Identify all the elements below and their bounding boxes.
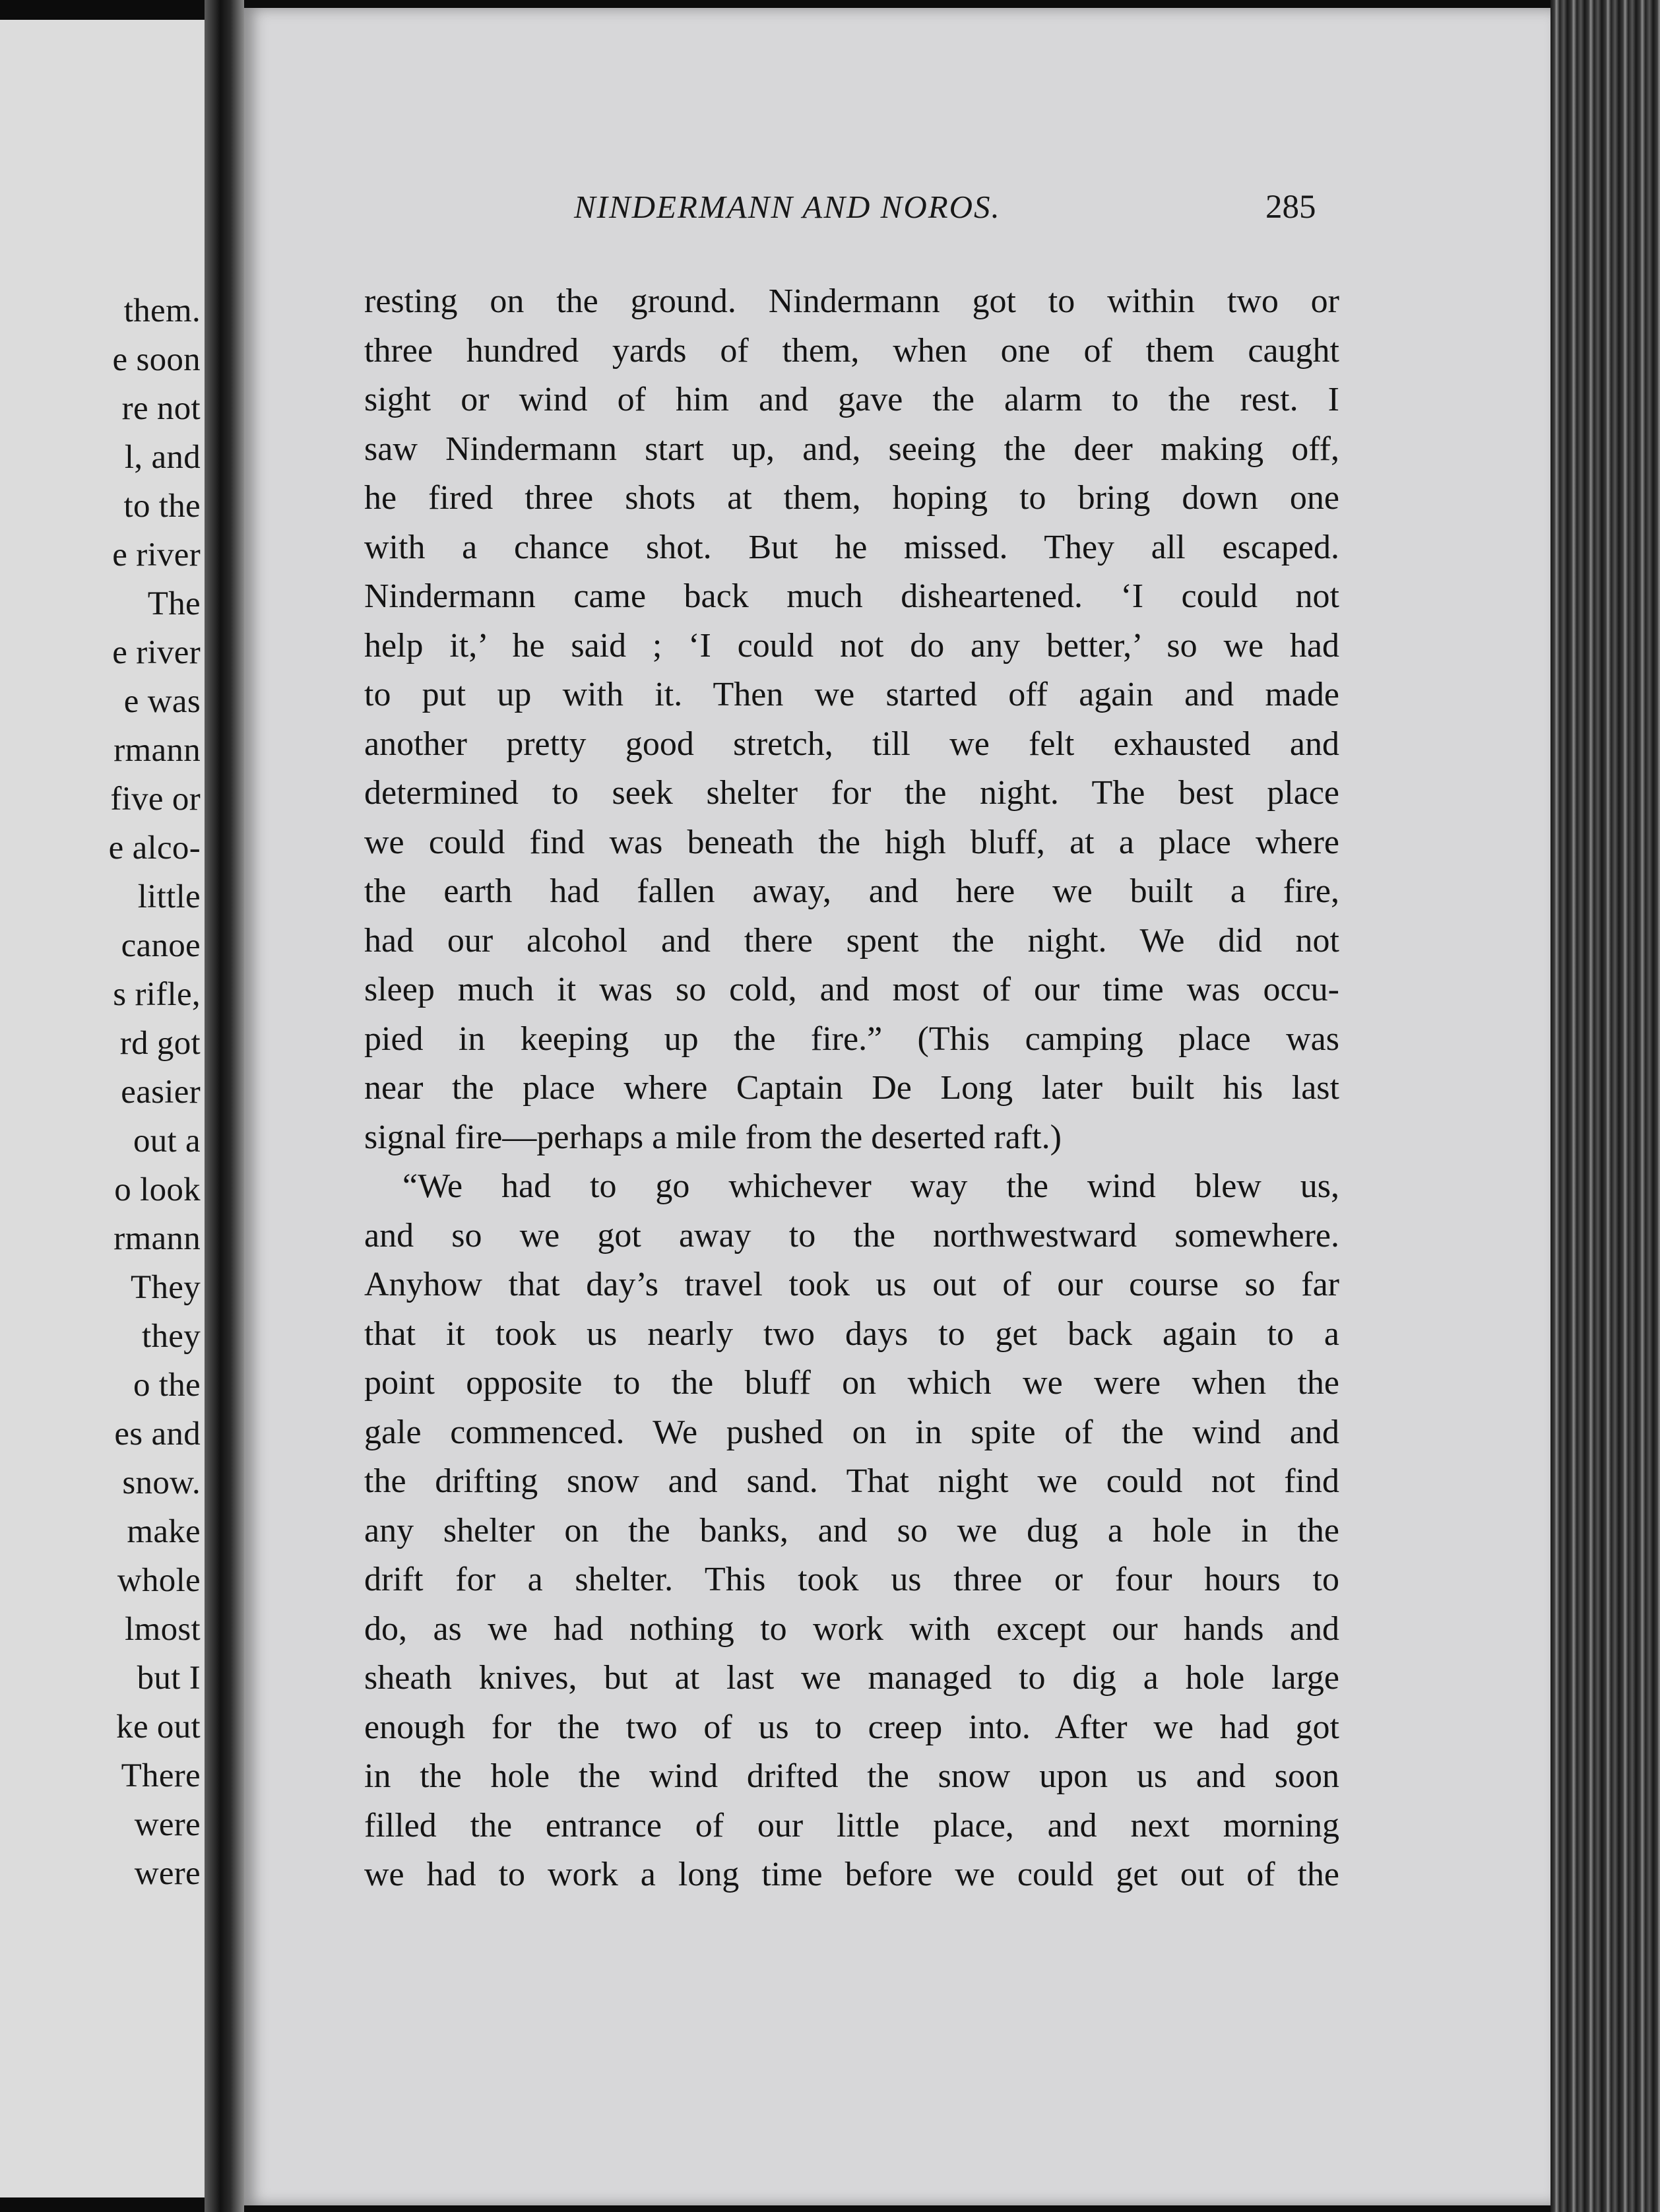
text-line: saw Nindermann start up, and, seeing the deer making off, <box>364 430 1339 468</box>
left-page-line: rd got <box>119 1025 201 1062</box>
left-page-line: The <box>147 585 201 622</box>
text-line: sight or wind of him and gave the alarm to the rest. I <box>364 381 1339 418</box>
text-line: had our alcohol and there spent the night. We did not <box>364 921 1339 960</box>
text-line: near the place where Captain De Long later built his last <box>364 1069 1339 1107</box>
left-page-line: rmann <box>113 732 201 769</box>
text-line: the drifting snow and sand. That night we could not find <box>364 1462 1339 1500</box>
left-page-line: e river <box>112 634 201 671</box>
left-page-line: easier <box>121 1074 201 1111</box>
text-line: Nindermann came back much disheartened. ‘I could not <box>364 577 1339 615</box>
text-line: point opposite to the bluff on which we were when the <box>364 1364 1339 1402</box>
text-line: do, as we had nothing to work with except our hands and <box>364 1610 1339 1648</box>
text-line: pied in keeping up the fire.” (This camping place was <box>364 1020 1339 1058</box>
text-line: that it took us nearly two days to get back again to a <box>364 1315 1339 1353</box>
left-page-line: rmann <box>113 1220 201 1257</box>
left-page-line: out a <box>133 1122 201 1159</box>
text-line: help it,’ he said ; ‘I could not do any better,’ so we had <box>364 626 1339 665</box>
body-text <box>364 277 1339 1900</box>
running-head: NINDERMANN AND NOROS. <box>574 189 1001 225</box>
text-line: drift for a shelter. This took us three or four hours to <box>364 1561 1339 1598</box>
text-line: enough for the two of us to creep into. After we had got <box>364 1708 1339 1746</box>
left-page-line: were <box>134 1855 201 1892</box>
text-line: any shelter on the banks, and so we dug a hole in the <box>364 1511 1339 1549</box>
left-page-line: e soon <box>112 341 201 378</box>
text-line: Anyhow that day’s travel took us out of our course so far <box>364 1266 1339 1303</box>
text-line: sleep much it was so cold, and most of our time was occu- <box>364 971 1339 1008</box>
text-line: gale commenced. We pushed on in spite of the wind and <box>364 1413 1339 1451</box>
left-page-line: They <box>131 1269 201 1306</box>
left-page-line: five or <box>110 781 201 818</box>
text-line: filled the entrance of our little place, and next morning <box>364 1806 1339 1844</box>
left-page-line: them. <box>123 292 201 329</box>
text-line: in the hole the wind drifted the snow upon us and soon <box>364 1757 1339 1795</box>
text-line: determined to seek shelter for the night. The best place <box>364 774 1339 812</box>
text-line: he fired three shots at them, hoping to bring down one <box>364 479 1339 517</box>
page-fore-edge <box>1550 0 1660 2212</box>
text-line: and so we got away to the northwestward somewhere. <box>364 1216 1339 1254</box>
left-page-line: re not <box>121 390 201 427</box>
left-page-line: es and <box>114 1415 201 1452</box>
text-line: sheath knives, but at last we managed to dig a hole large <box>364 1659 1339 1697</box>
paragraph-start-line: “We had to go whichever way the wind blew us, <box>402 1167 1339 1205</box>
page-number: 285 <box>1265 189 1316 226</box>
left-page-line: s rifle, <box>113 976 201 1013</box>
left-page-line: were <box>134 1806 201 1843</box>
text-line: the earth had fallen away, and here we built a fire, <box>364 872 1339 910</box>
left-page-line: There <box>121 1757 201 1794</box>
left-page-line: snow. <box>122 1464 201 1501</box>
left-page-line: ke out <box>116 1708 201 1745</box>
left-page-line: canoe <box>121 927 201 964</box>
left-page-line: whole <box>117 1562 201 1599</box>
text-line: we could find was beneath the high bluff, at a place where <box>364 823 1339 861</box>
left-page-line: e river <box>112 537 201 573</box>
left-page-line: o the <box>133 1367 201 1404</box>
left-page-line: e was <box>123 683 201 720</box>
text-line: resting on the ground. Nindermann got to within two or <box>364 282 1339 320</box>
text-line: to put up with it. Then we started off again and made <box>364 676 1339 713</box>
paragraph-end-line: signal fire—perhaps a mile from the deserted raft.) <box>364 1118 1062 1156</box>
text-line: we had to work a long time before we could get out of the <box>364 1856 1339 1893</box>
left-page-line: e alco- <box>108 830 201 866</box>
text-line: three hundred yards of them, when one of them caught <box>364 331 1339 370</box>
text-line: another pretty good stretch, till we felt exhausted and <box>364 725 1339 763</box>
book-gutter <box>205 0 244 2212</box>
left-page-line: l, and <box>124 439 201 476</box>
left-facing-page <box>0 20 205 2197</box>
left-page-line: little <box>137 878 201 915</box>
left-page-line: to the <box>123 488 201 525</box>
left-page-line: o look <box>114 1171 201 1208</box>
left-page-line: but I <box>137 1660 201 1697</box>
text-line: with a chance shot. But he missed. They all escaped. <box>364 528 1339 566</box>
left-page-line: make <box>127 1513 201 1550</box>
left-page-line: they <box>141 1318 201 1355</box>
left-page-line: lmost <box>125 1611 201 1648</box>
